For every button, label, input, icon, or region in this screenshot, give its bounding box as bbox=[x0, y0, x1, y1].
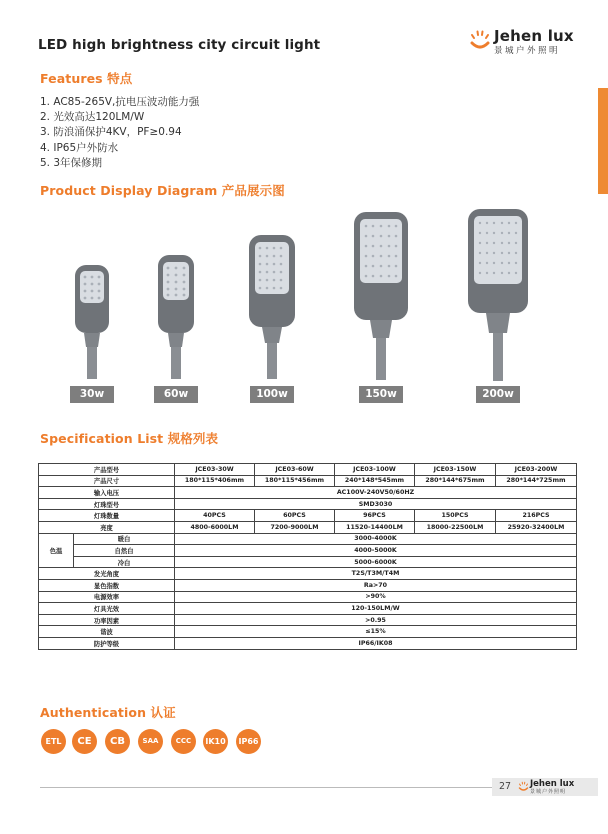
spec-heading: Specification List 规格列表 bbox=[40, 431, 219, 446]
spec-cell: 120-150LM/W bbox=[175, 603, 577, 615]
spec-cell: 25920-32400LM bbox=[496, 521, 577, 533]
spec-label: 防护等级 bbox=[39, 637, 175, 649]
spec-label: 产品尺寸 bbox=[39, 475, 175, 487]
feature-item: 4. IP65户外防水 bbox=[40, 141, 119, 154]
watt-badge: 30w bbox=[70, 386, 114, 403]
table-row bbox=[39, 614, 577, 626]
page-number-box bbox=[492, 778, 598, 796]
product-60w bbox=[144, 253, 208, 403]
spec-cell: JCE03-60W bbox=[255, 464, 335, 476]
ccc-cert-icon: CCC bbox=[171, 729, 196, 754]
table-row bbox=[39, 556, 577, 568]
spec-label: 亮度 bbox=[39, 521, 175, 533]
sun-logo-icon bbox=[518, 781, 529, 792]
spec-cell: 3000-4000K bbox=[175, 533, 577, 545]
spec-cell: 150PCS bbox=[415, 510, 496, 522]
spec-cell: >0.95 bbox=[175, 614, 577, 626]
cert-list bbox=[41, 729, 271, 755]
product-100w bbox=[240, 233, 304, 403]
spec-label: 电源效率 bbox=[39, 591, 175, 603]
spec-cell: 18000-22500LM bbox=[415, 521, 496, 533]
cb-cert-icon: CB bbox=[105, 729, 130, 754]
spec-label: 色温 bbox=[39, 533, 74, 568]
features-heading: Features 特点 bbox=[40, 71, 133, 86]
table-row bbox=[39, 591, 577, 603]
product-200w bbox=[464, 207, 532, 403]
spec-label: 灯珠型号 bbox=[39, 498, 175, 510]
table-row bbox=[39, 521, 577, 533]
ce-cert-icon: CE bbox=[72, 729, 97, 754]
footer-logo-cn: 景城户外照明 bbox=[530, 789, 567, 795]
table-row bbox=[39, 475, 577, 487]
spec-cell: JCE03-150W bbox=[415, 464, 496, 476]
table-row bbox=[39, 626, 577, 638]
streetlight-60w-image bbox=[155, 253, 197, 381]
table-row bbox=[39, 579, 577, 591]
spec-cell: 216PCS bbox=[496, 510, 577, 522]
spec-cell: >90% bbox=[175, 591, 577, 603]
streetlight-200w-image bbox=[465, 207, 531, 383]
spec-label: 输入电压 bbox=[39, 487, 175, 499]
table-row bbox=[39, 487, 577, 499]
streetlight-30w-image bbox=[72, 263, 112, 381]
table-row bbox=[39, 637, 577, 649]
spec-cell: ≤15% bbox=[175, 626, 577, 638]
spec-cell: 280*144*725mm bbox=[496, 475, 577, 487]
spec-label: 灯珠数量 bbox=[39, 510, 175, 522]
feature-item: 1. AC85-265V,抗电压波动能力强 bbox=[40, 96, 200, 108]
spec-cell: SMD3030 bbox=[175, 498, 577, 510]
spec-cell: 96PCS bbox=[335, 510, 415, 522]
spec-cell: 280*144*675mm bbox=[415, 475, 496, 487]
spec-cell: JCE03-200W bbox=[496, 464, 577, 476]
spec-cell: 40PCS bbox=[175, 510, 255, 522]
product-150w bbox=[349, 210, 413, 403]
spec-cell: AC100V-240V50/60HZ bbox=[175, 487, 577, 499]
product-display bbox=[40, 203, 580, 403]
table-row bbox=[39, 533, 577, 545]
spec-label: 自然白 bbox=[74, 545, 175, 557]
feature-item: 5. 3年保修期 bbox=[40, 156, 103, 169]
spec-label: 谐波 bbox=[39, 626, 175, 638]
ip66-cert-icon: IP66 bbox=[236, 729, 261, 754]
sun-logo-icon bbox=[469, 29, 491, 51]
spec-cell: 60PCS bbox=[255, 510, 335, 522]
feature-item: 3. 防浪涌保护4KV，PF≥0.94 bbox=[40, 126, 182, 139]
feature-item: 2. 光效高达120LM/W bbox=[40, 111, 145, 124]
table-row bbox=[39, 464, 577, 476]
auth-heading: Authentication 认证 bbox=[40, 705, 176, 720]
table-row bbox=[39, 568, 577, 580]
spec-cell: IP66/IK08 bbox=[175, 637, 577, 649]
spec-cell: JCE03-30W bbox=[175, 464, 255, 476]
page-number: 27 bbox=[499, 781, 512, 792]
spec-cell: 180*115*406mm bbox=[175, 475, 255, 487]
table-row bbox=[39, 498, 577, 510]
logo-name-cn: 景城户外照明 bbox=[494, 46, 561, 56]
table-row bbox=[39, 510, 577, 522]
spec-cell: 7200-9000LM bbox=[255, 521, 335, 533]
spec-cell: 240*148*545mm bbox=[335, 475, 415, 487]
spec-table bbox=[38, 463, 577, 650]
product-30w bbox=[60, 263, 124, 403]
spec-label: 暖白 bbox=[74, 533, 175, 545]
features-list bbox=[40, 95, 199, 171]
logo-name-en: Jehen lux bbox=[494, 27, 574, 45]
footer-logo-en: Jehen lux bbox=[530, 779, 575, 789]
spec-cell: 5000-6000K bbox=[175, 556, 577, 568]
spec-label: 产品型号 bbox=[39, 464, 175, 476]
watt-badge: 150w bbox=[359, 386, 403, 403]
watt-badge: 100w bbox=[250, 386, 294, 403]
table-row bbox=[39, 603, 577, 615]
display-heading: Product Display Diagram 产品展示图 bbox=[40, 183, 285, 198]
spec-label: 功率因素 bbox=[39, 614, 175, 626]
side-tab bbox=[598, 88, 608, 194]
watt-badge: 60w bbox=[154, 386, 198, 403]
etl-cert-icon: ETL bbox=[41, 729, 66, 754]
streetlight-100w-image bbox=[246, 233, 298, 381]
spec-cell: JCE03-100W bbox=[335, 464, 415, 476]
saa-cert-icon: SAA bbox=[138, 729, 163, 754]
spec-cell: 4000-5000K bbox=[175, 545, 577, 557]
spec-label: 显色指数 bbox=[39, 579, 175, 591]
table-row bbox=[39, 545, 577, 557]
ik10-cert-icon: IK10 bbox=[203, 729, 228, 754]
spec-label: 灯具光效 bbox=[39, 603, 175, 615]
spec-cell: Ra>70 bbox=[175, 579, 577, 591]
spec-label: 冷白 bbox=[74, 556, 175, 568]
page-footer bbox=[0, 776, 608, 798]
watt-badge: 200w bbox=[476, 386, 520, 403]
spec-cell: 11520-14400LM bbox=[335, 521, 415, 533]
streetlight-150w-image bbox=[351, 210, 411, 382]
brand-logo bbox=[469, 27, 581, 57]
spec-cell: 4800-6000LM bbox=[175, 521, 255, 533]
spec-label: 发光角度 bbox=[39, 568, 175, 580]
page-title: LED high brightness city circuit light bbox=[38, 37, 321, 53]
spec-cell: T2S/T3M/T4M bbox=[175, 568, 577, 580]
spec-cell: 180*115*456mm bbox=[255, 475, 335, 487]
footer-logo bbox=[518, 779, 594, 795]
